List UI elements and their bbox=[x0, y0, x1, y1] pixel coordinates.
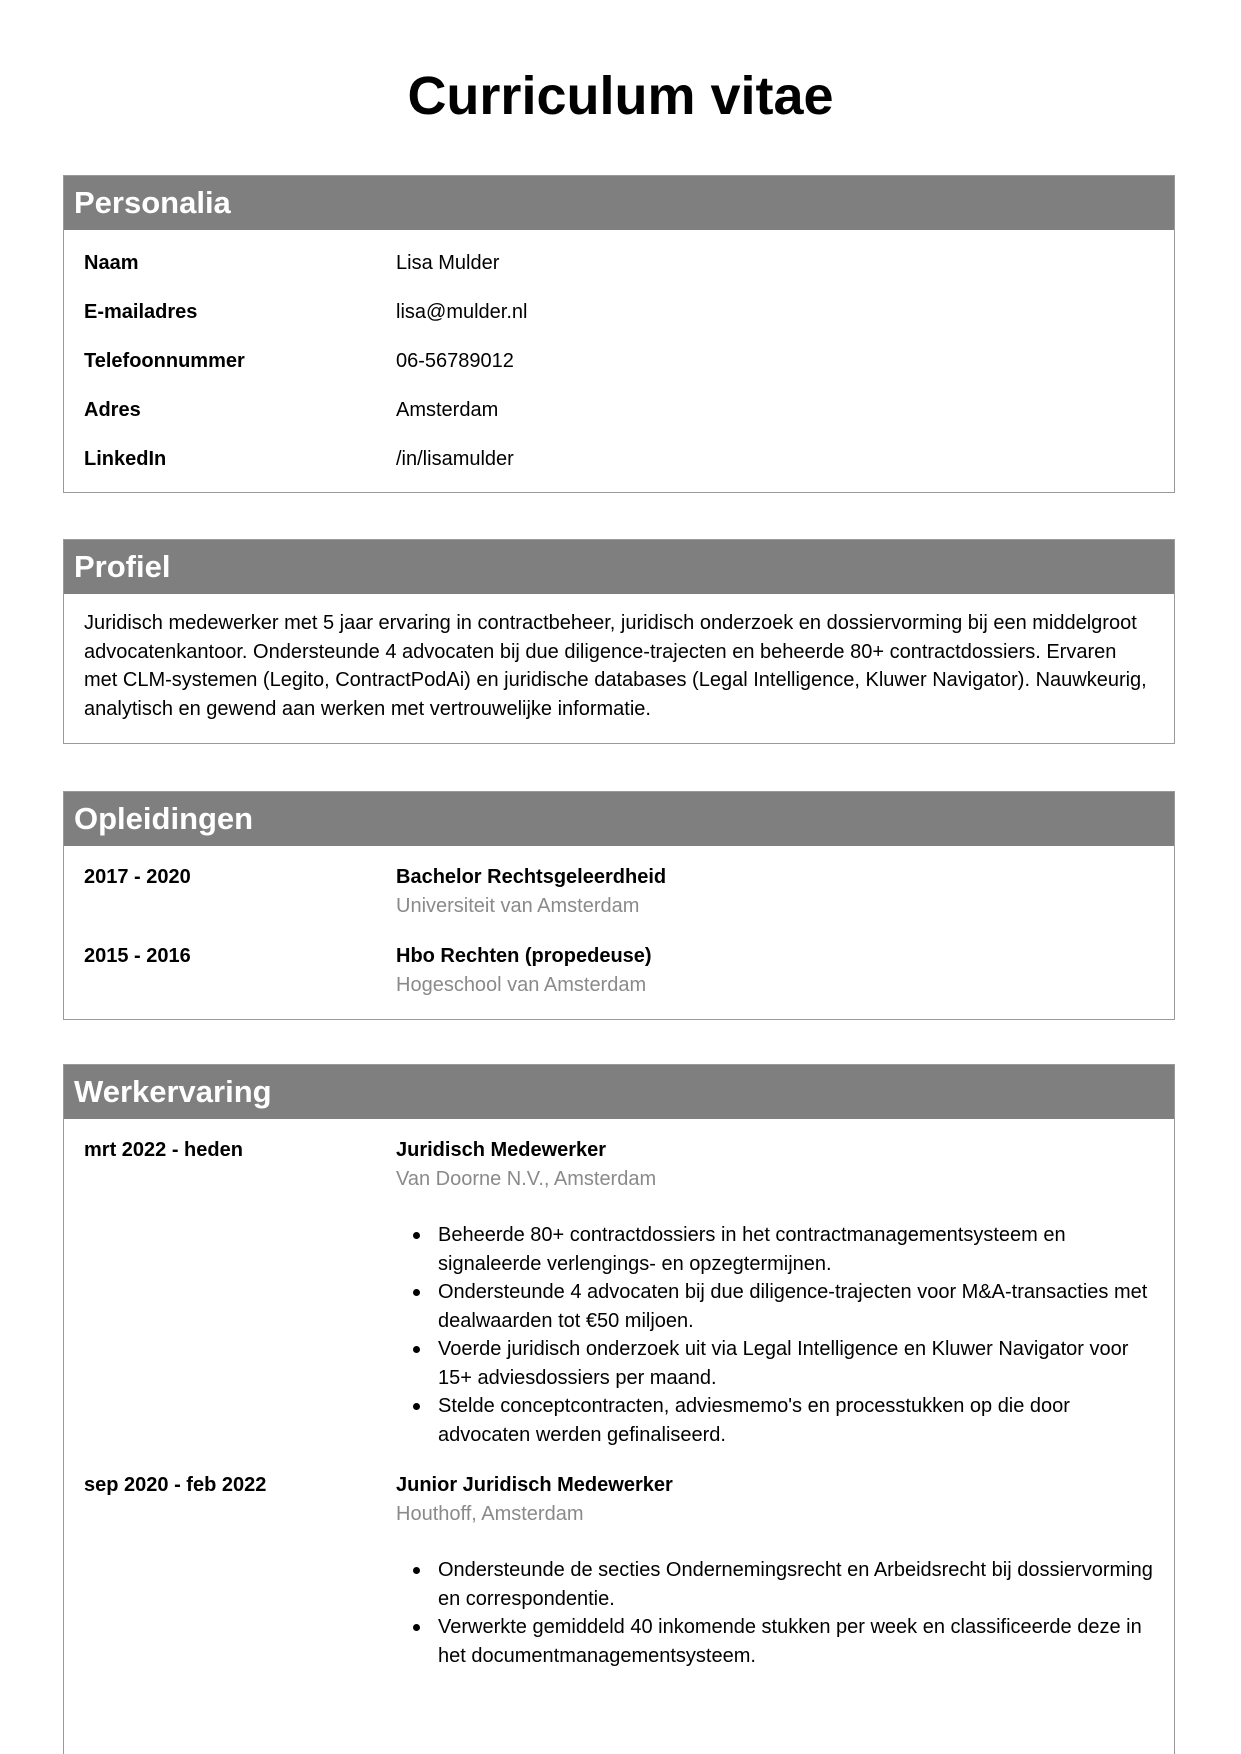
section-profiel bbox=[63, 539, 1175, 744]
work-details bbox=[396, 1471, 1154, 1670]
profiel-body bbox=[64, 594, 1174, 743]
label-email: E-mailadres bbox=[84, 301, 198, 323]
work-bullet: Verwerkte gemiddeld 40 inkomende stukken per week en classificeerde deze in het documentmanagementsysteem. bbox=[438, 1613, 1154, 1670]
value-address: Amsterdam bbox=[396, 399, 499, 421]
personalia-body bbox=[64, 230, 1174, 492]
education-degree: Bachelor Rechtsgeleerdheid bbox=[396, 866, 667, 888]
work-bullet: Voerde juridisch onderzoek uit via Legal Intelligence en Kluwer Navigator voor 15+ adviesdossiers per maand. bbox=[438, 1335, 1154, 1392]
work-bullet: Stelde conceptcontracten, adviesmemo's en processtukken op die door advocaten werden gefinaliseerd. bbox=[438, 1392, 1154, 1449]
personalia-row-address bbox=[84, 398, 1154, 422]
education-details bbox=[396, 942, 1154, 999]
value-linkedin: /in/lisamulder bbox=[396, 448, 514, 470]
education-period: 2017 - 2020 bbox=[84, 866, 191, 888]
work-period: sep 2020 - feb 2022 bbox=[84, 1474, 267, 1496]
work-period: mrt 2022 - heden bbox=[84, 1139, 243, 1161]
profile-text: Juridisch medewerker met 5 jaar ervaring in contractbeheer, juridisch onderzoek en dossiervorming bij een middelgroot advocatenkantoor. Ondersteunde 4 advocaten bij due diligence-trajecten en beheerde 80+ contractdossiers. Ervaren met CLM-systemen (Legito, ContractPodAi) en juridische databases (Legal Intelligence, Kluwer Navigator). Nauwkeurig, analytisch en gewend aan werken met vertrouwelijke informatie. bbox=[84, 612, 1147, 720]
work-bullet: Ondersteunde 4 advocaten bij due diligence-trajecten voor M&A-transacties met dealwaarden tot €50 miljoen. bbox=[438, 1278, 1154, 1335]
label-linkedin: LinkedIn bbox=[84, 448, 167, 470]
education-institution: Universiteit van Amsterdam bbox=[396, 894, 640, 917]
personalia-row-email bbox=[84, 300, 1154, 324]
education-institution: Hogeschool van Amsterdam bbox=[396, 973, 647, 996]
document-title: Curriculum vitae bbox=[407, 66, 834, 126]
education-degree: Hbo Rechten (propedeuse) bbox=[396, 945, 652, 967]
section-personalia bbox=[63, 175, 1175, 493]
werkervaring-body bbox=[64, 1119, 1174, 1686]
personalia-row-name bbox=[84, 251, 1154, 275]
education-details bbox=[396, 863, 1154, 920]
section-header-personalia: Personalia bbox=[64, 176, 1174, 230]
label-phone: Telefoonnummer bbox=[84, 350, 245, 372]
work-details bbox=[396, 1136, 1154, 1449]
value-phone: 06-56789012 bbox=[396, 350, 514, 372]
work-job-title: Junior Juridisch Medewerker bbox=[396, 1474, 673, 1496]
work-employer: Houthoff, Amsterdam bbox=[396, 1502, 584, 1525]
label-naam: Naam bbox=[84, 252, 139, 274]
work-bullet: Ondersteunde de secties Ondernemingsrecht en Arbeidsrecht bij dossiervorming en correspondentie. bbox=[438, 1556, 1154, 1613]
label-address: Adres bbox=[84, 399, 141, 421]
work-bullet: Beheerde 80+ contractdossiers in het contractmanagementsysteem en signaleerde verlengings- en opzegtermijnen. bbox=[438, 1221, 1154, 1278]
personalia-row-linkedin bbox=[84, 447, 1154, 471]
section-opleidingen bbox=[63, 791, 1175, 1020]
education-entry bbox=[84, 863, 1154, 920]
work-bullet-list bbox=[396, 1556, 1154, 1670]
work-entry bbox=[84, 1136, 1154, 1449]
education-period: 2015 - 2016 bbox=[84, 945, 191, 967]
opleidingen-body bbox=[64, 846, 1174, 1019]
personalia-row-phone bbox=[84, 349, 1154, 373]
section-header-opleidingen: Opleidingen bbox=[64, 792, 1174, 846]
work-job-title: Juridisch Medewerker bbox=[396, 1139, 607, 1161]
work-bullet-list bbox=[396, 1221, 1154, 1449]
section-header-werkervaring: Werkervaring bbox=[64, 1065, 1174, 1119]
value-naam: Lisa Mulder bbox=[396, 252, 500, 274]
work-employer: Van Doorne N.V., Amsterdam bbox=[396, 1167, 657, 1190]
section-werkervaring bbox=[63, 1064, 1175, 1754]
work-entry bbox=[84, 1471, 1154, 1670]
value-email: lisa@mulder.nl bbox=[396, 301, 528, 323]
section-header-profiel: Profiel bbox=[64, 540, 1174, 594]
education-entry bbox=[84, 942, 1154, 999]
